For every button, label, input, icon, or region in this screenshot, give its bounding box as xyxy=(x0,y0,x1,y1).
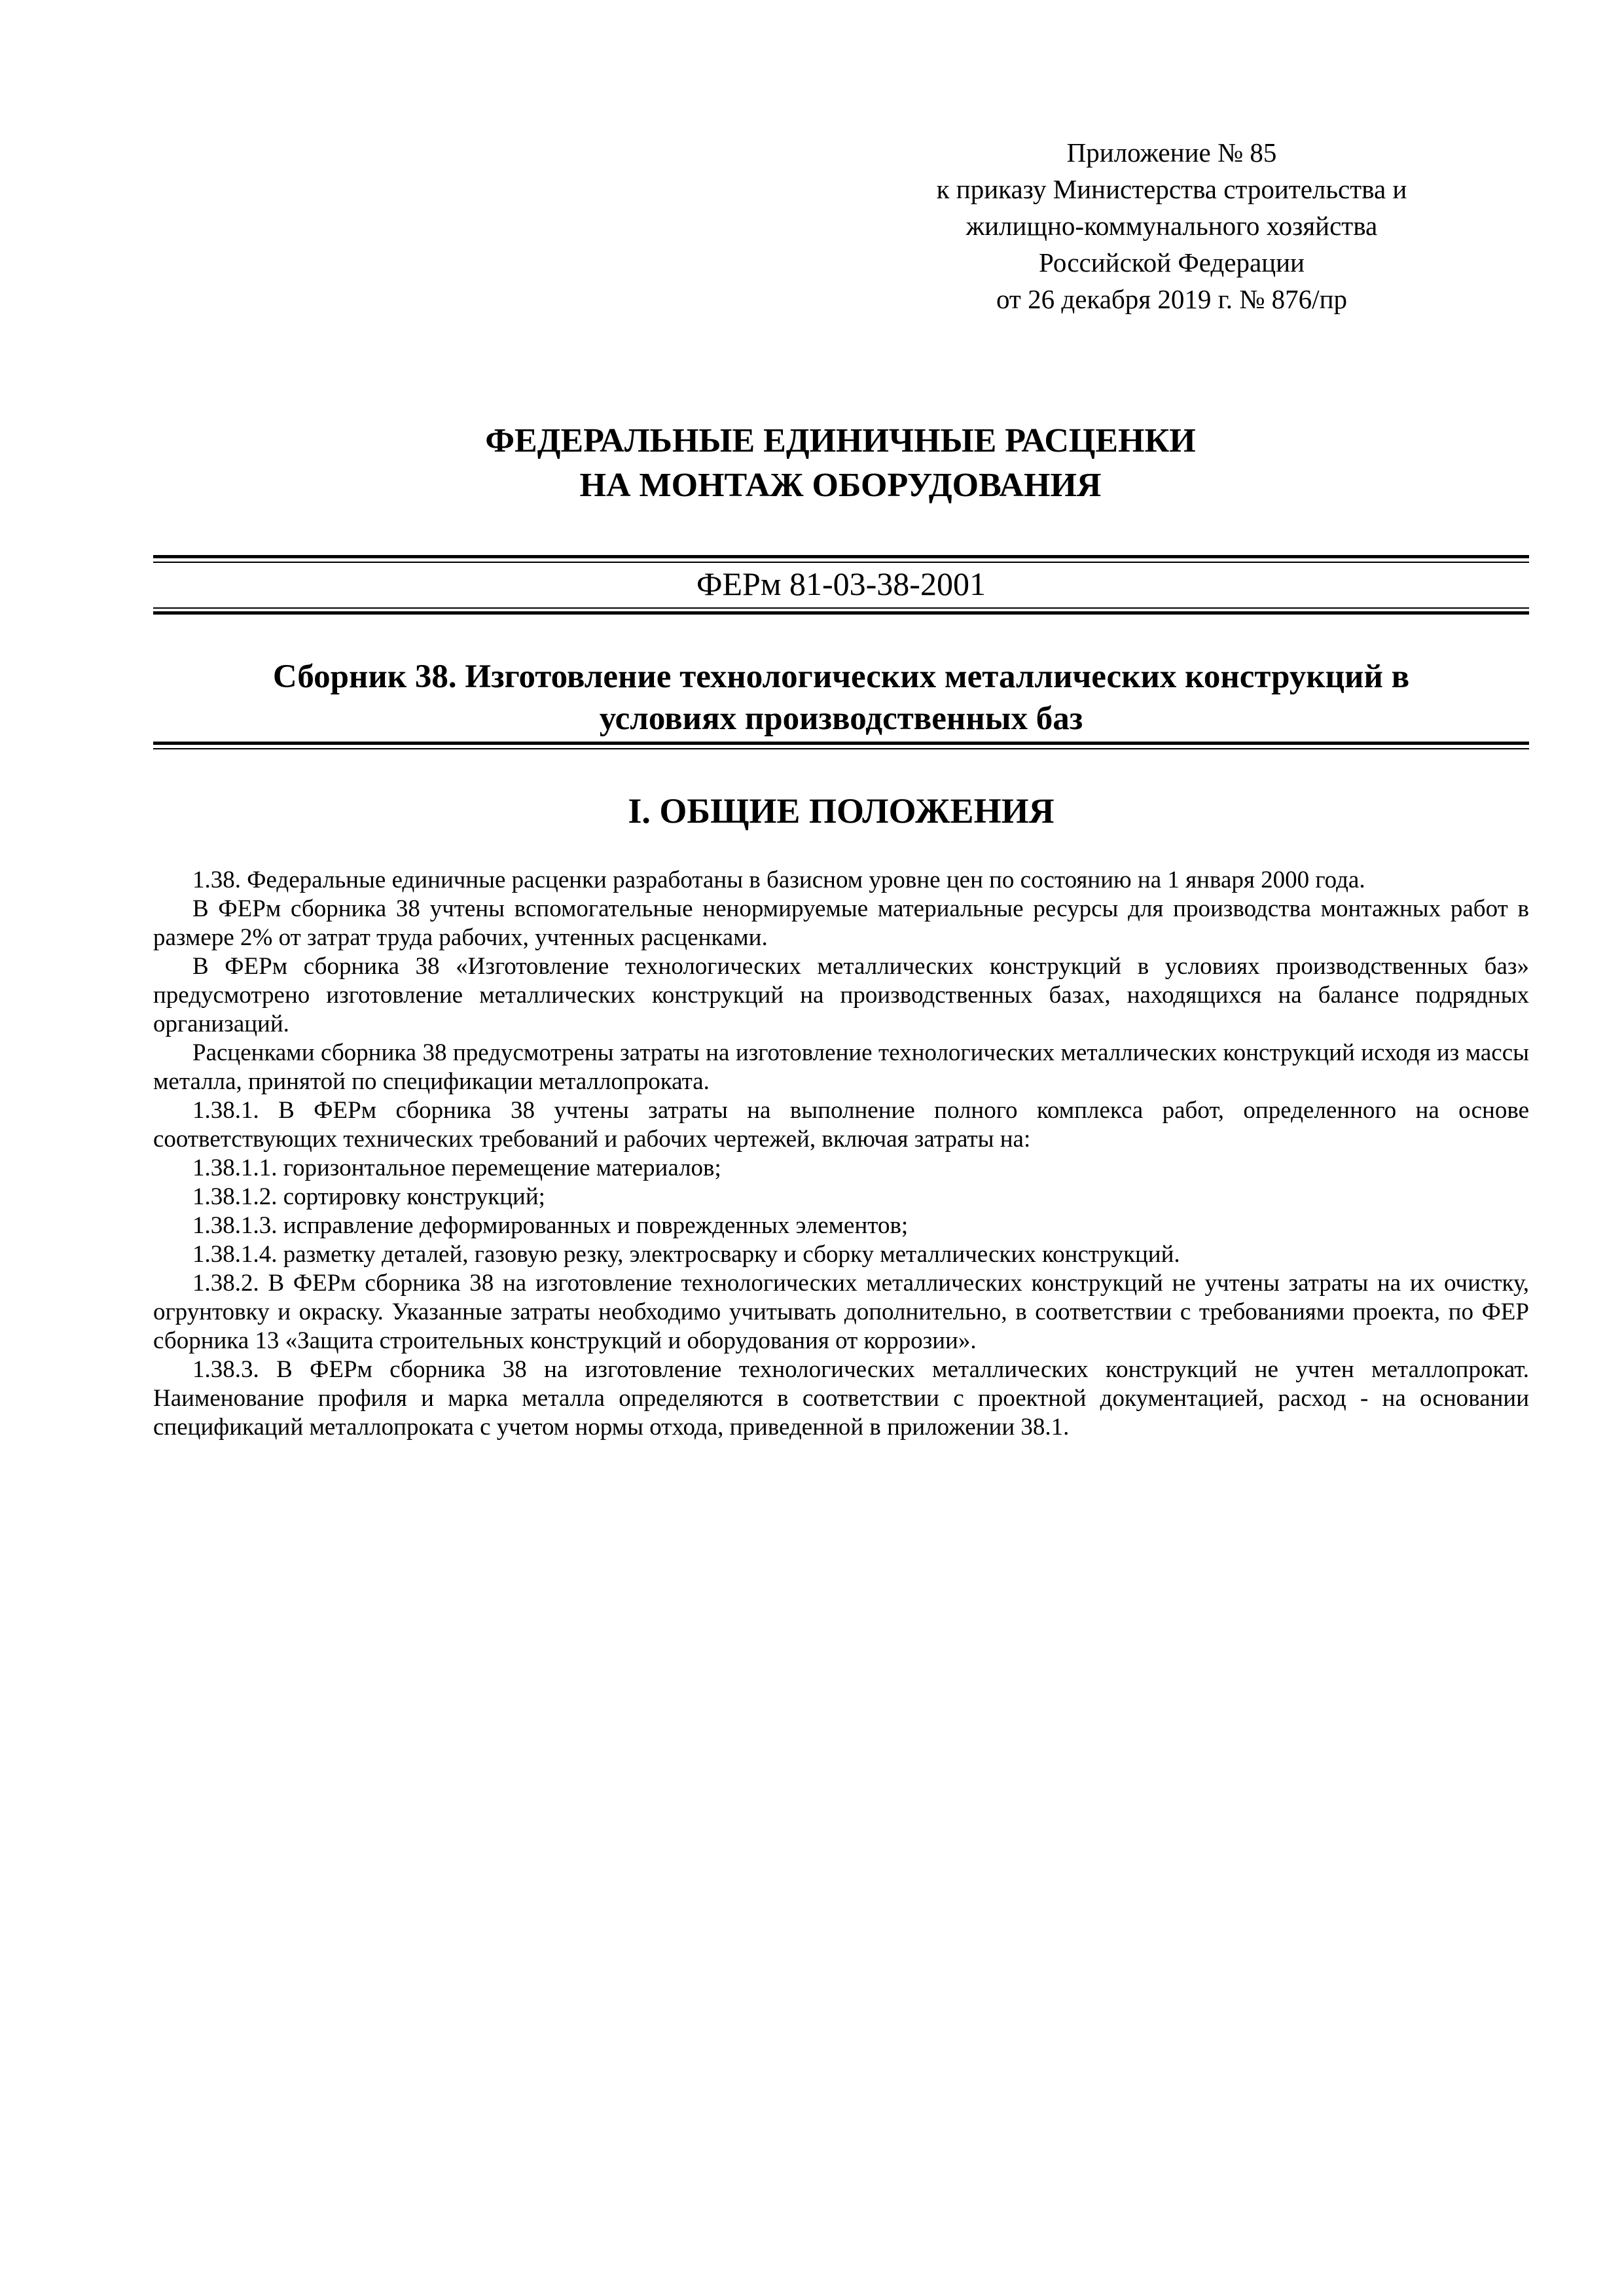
section-title: I. ОБЩИЕ ПОЛОЖЕНИЯ xyxy=(628,791,1055,831)
document-code: ФЕРм 81-03-38-2001 xyxy=(696,565,986,602)
annex-line-5: от 26 декабря 2019 г. № 876/пр xyxy=(996,284,1348,314)
rule-top-thin xyxy=(153,562,1529,563)
rule-top-thick xyxy=(153,555,1529,558)
paragraph: 1.38.3. В ФЕРм сборника 38 на изготовление технологических металлических конструкций не учтен металлопрокат. Наименование профиля и марка металла определяются в соответствии с проектной документацией, расход - на основании спецификаций металлопроката с учетом нормы отхода, приведенной в приложении 38.1. xyxy=(153,1356,1529,1441)
document-body xyxy=(153,866,1529,1442)
paragraph: 1.38.1.2. сортировку конструкций; xyxy=(192,1183,545,1210)
paragraph: В ФЕРм сборника 38 «Изготовление технологических металлических конструкций в условиях производственных баз» предусмотрено изготовление металлических конструкций на производственных базах, находящихся на балансе подрядных организаций. xyxy=(153,953,1529,1037)
paragraph: 1.38. Федеральные единичные расценки разработаны в базисном уровне цен по состоянию на 1 января 2000 года. xyxy=(192,867,1365,893)
collection-line-2: условиях производственных баз xyxy=(599,700,1083,737)
collection-line-1: Сборник 38. Изготовление технологических металлических конструкций в xyxy=(272,658,1410,695)
annex-header xyxy=(844,134,1499,317)
document-title xyxy=(153,419,1528,508)
title-line-2: НА МОНТАЖ ОБОРУДОВАНИЯ xyxy=(579,467,1102,504)
paragraph: Расценками сборника 38 предусмотрены затраты на изготовление технологических металлических конструкций исходя из массы металла, принятой по спецификации металлопроката. xyxy=(153,1039,1529,1095)
title-line-1: ФЕДЕРАЛЬНЫЕ ЕДИНИЧНЫЕ РАСЦЕНКИ xyxy=(485,422,1196,459)
annex-line-2: к приказу Министерства строительства и xyxy=(936,174,1407,204)
annex-line-4: Российской Федерации xyxy=(1039,247,1305,278)
rule-bottom-thick xyxy=(153,742,1529,745)
paragraph: 1.38.1.4. разметку деталей, газовую резку, электросварку и сборку металлических конструкций. xyxy=(192,1241,1180,1268)
paragraph: 1.38.1.3. исправление деформированных и поврежденных элементов; xyxy=(192,1212,909,1239)
rule-bottom-thin xyxy=(153,748,1529,749)
annex-line-1: Приложение № 85 xyxy=(1066,137,1277,168)
paragraph: 1.38.1. В ФЕРм сборника 38 учтены затраты на выполнение полного комплекса работ, определенного на основе соответствующих технических требований и рабочих чертежей, включая затраты на: xyxy=(153,1097,1529,1153)
paragraph: В ФЕРм сборника 38 учтены вспомогательные ненормируемые материальные ресурсы для производства монтажных работ в размере 2% от затрат труда рабочих, учтенных расценками. xyxy=(153,895,1529,951)
paragraph: 1.38.2. В ФЕРм сборника 38 на изготовление технологических металлических конструкций не учтены затраты на их очистку, огрунтовку и окраску. Указанные затраты необходимо учитывать дополнительно, в соответствии с требованиями проекта, по ФЕР сборника 13 «Защита строительных конструкций и оборудования от коррозии». xyxy=(153,1270,1529,1354)
paragraph: 1.38.1.1. горизонтальное перемещение материалов; xyxy=(192,1155,721,1181)
rule-mid-thick xyxy=(153,611,1529,615)
rule-mid-thin xyxy=(153,607,1529,609)
annex-line-3: жилищно-коммунального хозяйства xyxy=(965,211,1378,241)
collection-title xyxy=(153,656,1529,740)
